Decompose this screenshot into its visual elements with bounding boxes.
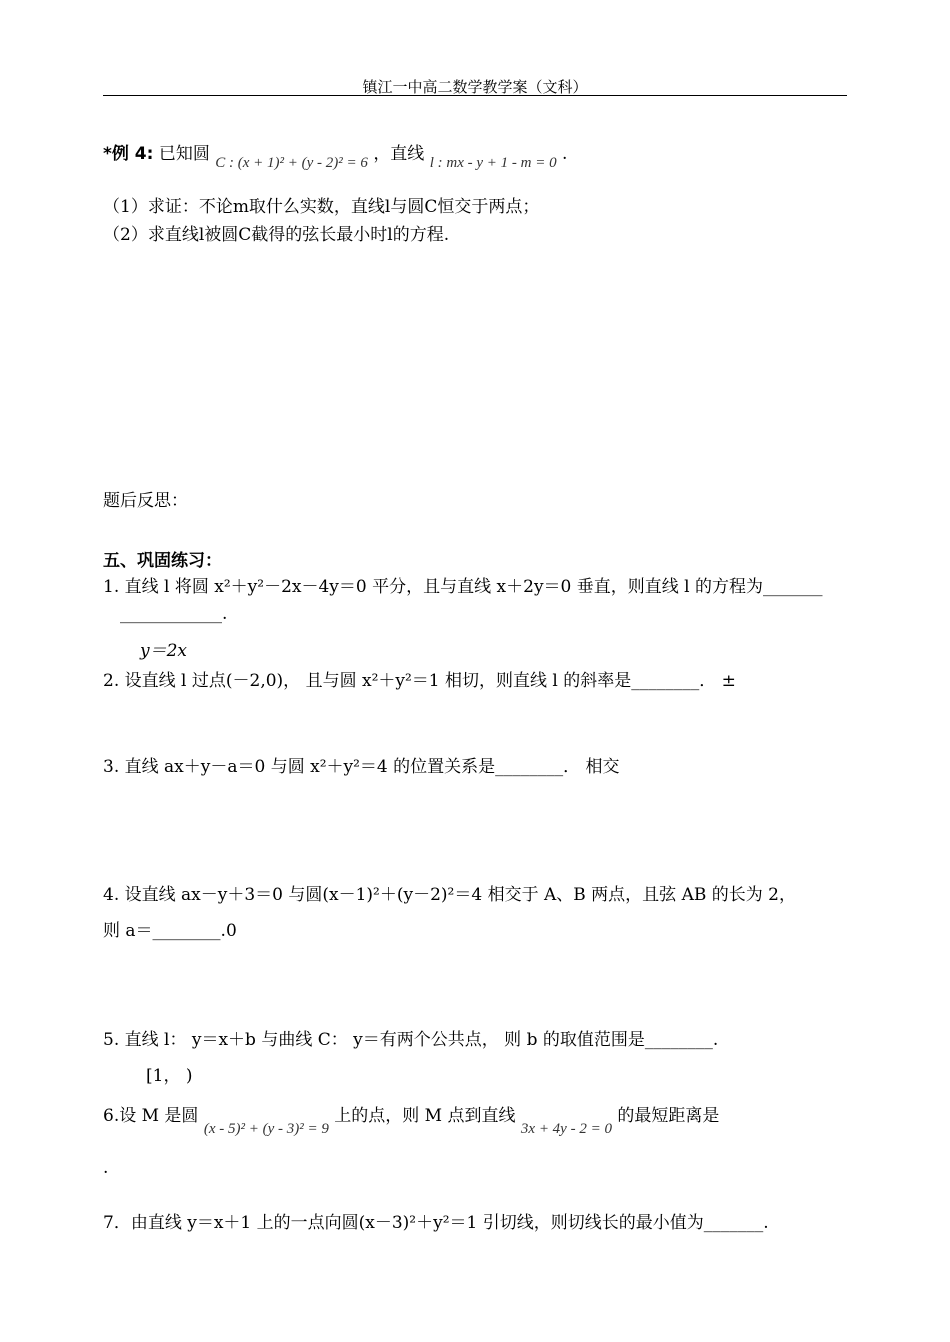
question-6-circle-equation: (x - 5)² + (y - 3)² = 9 bbox=[203, 1121, 329, 1137]
section5-title: 五、巩固练习： bbox=[103, 551, 222, 571]
question-1-answer: y＝2x bbox=[140, 641, 188, 661]
question-6-part-c: 的最短距离是 bbox=[617, 1106, 720, 1126]
question-4-line1: 4. 设直线 ax－y＋3＝0 与圆(x－1)²＋(y－2)²＝4 相交于 A、B 两点，且弦 AB 的长为 2， bbox=[103, 885, 796, 905]
example4-end: . bbox=[562, 144, 568, 164]
question-2: 2. 设直线 l 过点(－2,0)， 且与圆 x²＋y²＝1 相切，则直线 l 的斜率是________． ± bbox=[103, 671, 736, 691]
example4-part1: （1）求证：不论m取什么实数，直线l与圆C恒交于两点； bbox=[103, 197, 540, 217]
question-7: 7．由直线 y＝x＋1 上的一点向圆(x－3)²＋y²＝1 引切线，则切线长的最小值为_______. bbox=[103, 1213, 769, 1233]
example4-statement bbox=[103, 139, 568, 171]
example4-intro: 已知圆 bbox=[158, 144, 210, 164]
question-6-end: . bbox=[103, 1158, 109, 1178]
question-6 bbox=[103, 1101, 720, 1137]
reflection-label: 题后反思： bbox=[103, 491, 188, 511]
example4-line-equation: l : mx - y + 1 - m = 0 bbox=[429, 155, 557, 171]
header-divider bbox=[103, 95, 847, 96]
question-5-line1: 5. 直线 l： y＝x＋b 与曲线 C： y＝有两个公共点， 则 b 的取值范围是________. bbox=[103, 1030, 719, 1050]
example4-mid-text: ，直线 bbox=[373, 144, 425, 164]
question-6-part-a: 6.设 M 是圆 bbox=[103, 1106, 199, 1126]
question-6-part-b: 上的点，则 M 点到直线 bbox=[334, 1106, 516, 1126]
question-6-line-equation: 3x + 4y - 2 = 0 bbox=[520, 1121, 612, 1137]
question-1-line2: ____________. bbox=[120, 604, 228, 624]
example4-part2: （2）求直线l被圆C截得的弦长最小时l的方程. bbox=[103, 225, 450, 245]
example4-circle-equation: C : (x + 1)² + (y - 2)² = 6 bbox=[215, 155, 368, 171]
question-1-line1: 1. 直线 l 将圆 x²＋y²－2x－4y＝0 平分，且与直线 x＋2y＝0 垂直，则直线 l 的方程为_______ bbox=[103, 577, 823, 597]
question-3: 3. 直线 ax＋y－a＝0 与圆 x²＋y²＝4 的位置关系是________． 相交 bbox=[103, 757, 620, 777]
question-5-answer: [1， ) bbox=[146, 1066, 193, 1086]
page-header-title: 镇江一中高二数学教学案（文科） bbox=[362, 78, 588, 96]
example4-label: *例 4: bbox=[103, 144, 154, 164]
question-4-line2: 则 a＝________.0 bbox=[103, 921, 237, 941]
